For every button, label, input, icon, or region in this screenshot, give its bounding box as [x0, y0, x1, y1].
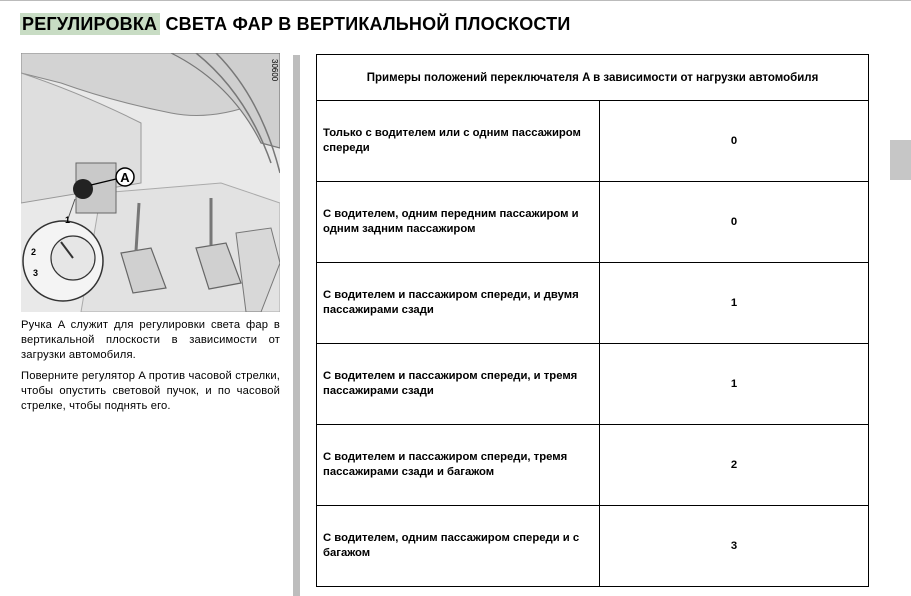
table-header: Примеры положений переключателя A в зависимости от нагрузки автомобиля: [317, 55, 869, 101]
table-row: [317, 263, 869, 344]
caption-paragraph-1: Ручка A служит для регулировки света фар в вертикальной плоскости в зависимости от загрузки автомобиля.: [21, 319, 280, 361]
caption-paragraph-2: Поверните регулятор A против часовой стрелки, чтобы опустить световой пучок, и по часовой стрелке, чтобы поднять его.: [21, 370, 280, 412]
table-row: [317, 182, 869, 263]
condition-cell: С водителем и пассажиром спереди, и тремя пассажирами сзади: [317, 344, 600, 425]
load-position-table: [316, 54, 869, 587]
condition-cell: С водителем, одним передним пассажиром и одним задним пассажиром: [317, 182, 600, 263]
dial-mark-2: 2: [31, 247, 37, 257]
position-cell: 1: [600, 344, 869, 425]
condition-cell: Только с водителем или с одним пассажиром спереди: [317, 101, 600, 182]
position-cell: 2: [600, 425, 869, 506]
table-row: [317, 506, 869, 587]
position-cell: 3: [600, 506, 869, 587]
title-highlight: РЕГУЛИРОВКА: [20, 13, 160, 35]
callout-label: A: [120, 170, 130, 185]
column-divider: [293, 55, 300, 596]
table-header-row: [317, 55, 869, 101]
condition-cell: С водителем, одним пассажиром спереди и с багажом: [317, 506, 600, 587]
figure-code: 30600: [270, 59, 279, 82]
position-cell: 0: [600, 101, 869, 182]
position-cell: 1: [600, 263, 869, 344]
table-row: [317, 101, 869, 182]
table-row: [317, 344, 869, 425]
headlight-adjuster-illustration: [21, 53, 280, 312]
adjuster-knob: [73, 179, 93, 199]
dial-mark-1: 1: [65, 215, 71, 225]
caption: [21, 318, 280, 420]
top-rule: [0, 0, 911, 1]
position-cell: 0: [600, 182, 869, 263]
page-title: [20, 14, 571, 35]
dial-mark-3: 3: [33, 268, 39, 278]
condition-cell: С водителем и пассажиром спереди, и двумя пассажирами сзади: [317, 263, 600, 344]
title-rest: СВЕТА ФАР В ВЕРТИКАЛЬНОЙ ПЛОСКОСТИ: [160, 14, 571, 34]
illustration-drawing: [21, 53, 280, 312]
condition-cell: С водителем и пассажиром спереди, тремя пассажирами сзади и багажом: [317, 425, 600, 506]
section-tab: [890, 140, 911, 180]
table-row: [317, 425, 869, 506]
